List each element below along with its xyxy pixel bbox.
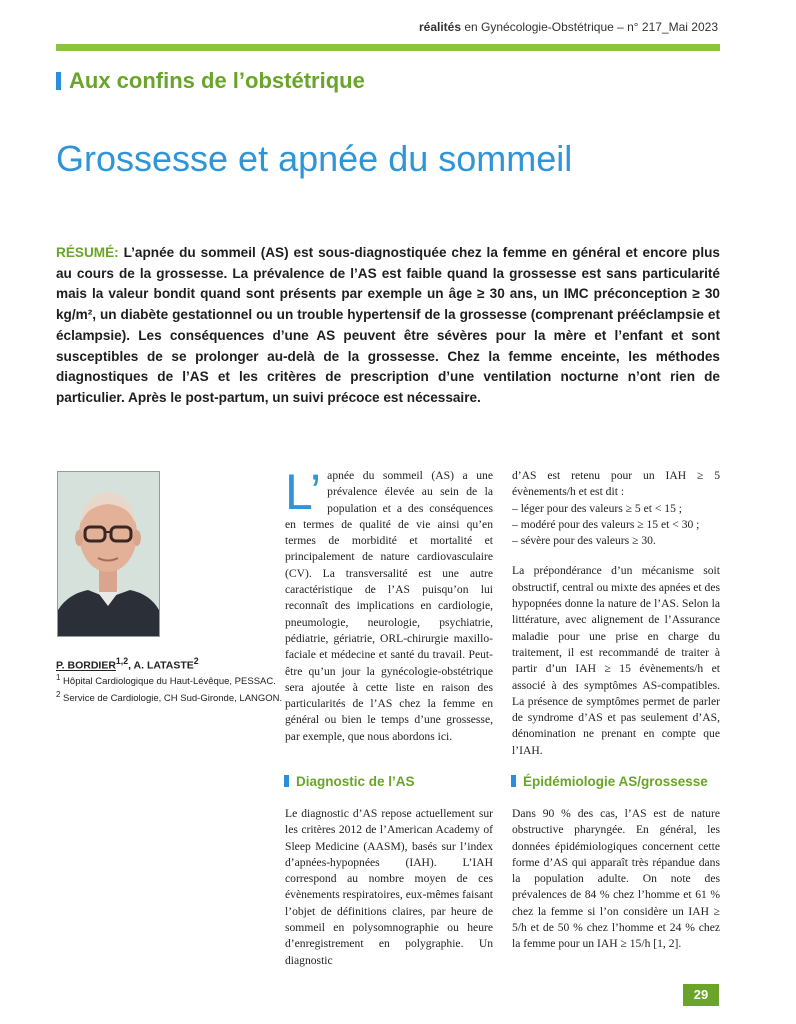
abstract-text: L’apnée du sommeil (AS) est sous-diagnostiquée chez la femme en général et encore plus au cours de la grossesse. La prévalence de l’AS est faible quand la grossesse est sans particularité mais la valeur bondit quand sont présents par exemple un âge ≥ 30 ans, un IMC préconception ≥ 30 kg/m², un diabète gestationnel ou un trouble hypertensif de la grossesse (comprenant prééclampsie et éclampsie). Les conséquences d’une AS peuvent être sévères pour la mère et l’enfant et sont susceptibles de se prolonger au-delà de la grossesse. Chez la femme enceinte, les méthodes diagnostiques de l’AS et les critères de prescription d’une ventilation nocturne n’ont rien de particulier. Après le post-partum, un suivi précoce est nécessaire. (56, 245, 720, 405)
article-title: Grossesse et apnée du sommeil (56, 138, 573, 179)
epidemiology-heading-text: Épidémiologie AS/grossesse (523, 774, 708, 789)
intro-text: apnée du sommeil (AS) a une prévalence élevée au sein de la population et a des conséquences en termes de qualité de vie ainsi qu’en termes de morbidité et mortalité et principalement de nature cardiovasculaire (CV). La transversalité est une autre caractéristique de l’AS puisqu’on lui reconnaît des implications en cardiologie, pneumologie, neurologie, psychiatrie, pédiatrie, gériatrie, ORL-chirurgie maxillo-faciale et médecine et santé du travail. Peut-être qu’un jour la gynécologie-obstétrique sera ajoutée à cette liste en raison des particularités de l’AS chez la femme en général ou bien le temps d’une grossesse, par exemple, que nous abordons ici. (285, 469, 493, 743)
abstract (56, 243, 720, 409)
epidemiology-heading (511, 774, 708, 789)
author-1: P. BORDIER (56, 659, 116, 672)
heading-marker (284, 775, 289, 787)
affiliation-1-text: Hôpital Cardiologique du Haut-Lévêque, PESSAC. (60, 676, 276, 688)
author-2-affiliation: 2 (193, 656, 199, 666)
diagnosis-heading-text: Diagnostic de l’AS (296, 774, 415, 789)
author-block (56, 655, 286, 705)
abstract-label: RÉSUMÉ: (56, 245, 119, 260)
journal-name: réalités (419, 20, 462, 34)
diagnosis-continued: d’AS est retenu pour un IAH ≥ 5 évènements/h et est dit : (512, 469, 720, 499)
severity-item: – modéré pour des valeurs ≥ 15 et < 30 ; (512, 517, 700, 531)
epidemiology-paragraph: Dans 90 % des cas, l’AS est de nature obstructive pharyngée. En général, les données épidémiologiques concernent cette forme d’AS qui apparaît très répandue dans la population adulte. On note des prévalences de 84 % chez l’homme et 61 % chez la femme si l’on considère un IAH ≥ 5/h et de 50 % chez l’homme et 24 % chez la femme pour un IAH ≥ 15/h [1, 2]. (512, 807, 720, 951)
severity-item: – sévère pour des valeurs ≥ 30. (512, 534, 656, 548)
column-2-top (512, 468, 720, 759)
drop-cap: L’ (285, 464, 322, 520)
affiliation-2-text: Service de Cardiologie, CH Sud-Gironde, LANGON. (60, 692, 283, 704)
section-label (56, 68, 365, 94)
intro-paragraph (285, 464, 493, 745)
affiliation-1-number: 1 (56, 673, 61, 682)
affiliation-2-number: 2 (56, 689, 61, 699)
author-1-affiliations: 1,2 (115, 656, 129, 666)
diagnosis-paragraph: Le diagnostic d’AS repose actuellement sur les critères 2012 de l’American Academy of Sleep Medicine (AASM), basés sur l’index d’apnées-hypopnées (IAH). L’IAH correspond au nombre moyen de ces évènements respiratoires, eux-mêmes faisant l’objet de définitions claires, par heure de sommeil en polysomnographie ou heure d’enregistrement en polygraphie. Un diagnostic (285, 807, 493, 967)
affiliation-1 (56, 672, 286, 689)
author-2: , A. LATASTE (128, 659, 194, 672)
diagnosis-heading (284, 774, 415, 789)
affiliation-2 (56, 689, 286, 706)
section-label-text: Aux confins de l’obstétrique (69, 68, 365, 93)
heading-marker (511, 775, 516, 787)
author-photo (57, 471, 160, 637)
header-rule (56, 44, 720, 51)
page-number: 29 (683, 984, 719, 1006)
running-header (0, 20, 718, 34)
mechanism-paragraph: La prépondérance d’un mécanisme soit obstructif, central ou mixte des apnées et des hypopnées donne la nature de l’AS. Selon la littérature, avec alignement de l’Assurance maladie pour une prise en charge du traitement, il est recommandé de traiter à partir d’un IAH ≥ 15 évènements/h et associé à des symptômes AS-compatibles. La présence de symptômes permet de parler de syndrome d’AS et pas seulement d’AS, dénomination ne prenant en compte que l’IAH. (512, 564, 720, 757)
author-portrait-illustration (58, 472, 159, 636)
journal-issue: en Gynécologie-Obstétrique – n° 217_Mai 2023 (461, 20, 718, 34)
author-names (56, 655, 286, 672)
section-marker (56, 72, 61, 90)
severity-item: – léger pour des valeurs ≥ 5 et < 15 ; (512, 501, 683, 515)
